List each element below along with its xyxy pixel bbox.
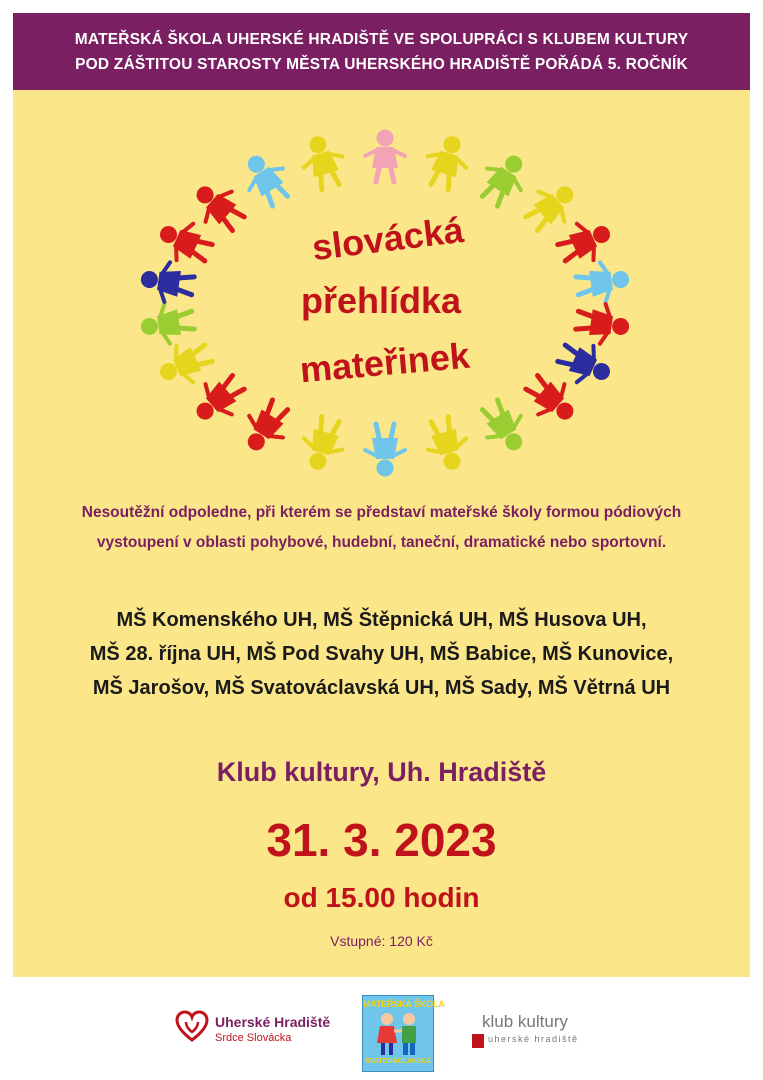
child-figure (186, 367, 251, 431)
schools-line-3: MŠ Jarošov, MŠ Svatováclavská UH, MŠ Sady, MŠ Větrná UH (92, 677, 671, 699)
description-line-2: vystoupení v oblasti pohybové, hudební, taneční, dramatické nebo sportovní. (96, 534, 667, 551)
child-figure (186, 175, 251, 239)
title-line-2: přehlídka (300, 280, 462, 321)
kk-square-icon (472, 1034, 484, 1048)
child-figure (365, 424, 405, 476)
banner-line-1: MATEŘSKÁ ŠKOLA UHERSKÉ HRADIŠTĚ VE SPOLUPRÁCI S KLUBEM KULTURY (74, 30, 689, 48)
title-line-3: mateřinek (298, 334, 472, 391)
schools-line-2: MŠ 28. října UH, MŠ Pod Svahy UH, MŠ Babice, MŠ Kunovice, (89, 643, 674, 665)
child-figure (297, 131, 350, 192)
title-line-1: slovácká (309, 208, 466, 269)
child-figure (139, 259, 196, 306)
child-figure (519, 367, 584, 431)
child-figure (365, 130, 405, 182)
child-figure (574, 259, 631, 306)
banner-line-2: POD ZÁŠTITOU STAROSTY MĚSTA UHERSKÉHO HRADIŠTĚ POŘÁDÁ 5. ROČNÍK (75, 55, 688, 73)
ms-logo-top: MATEŘSKÁ ŠKOLA (363, 999, 445, 1009)
heart-logo-icon (175, 1010, 209, 1044)
kk-logo-subtitle: uherské hradiště (488, 1034, 579, 1044)
child-figure (235, 394, 297, 459)
entry-fee: Vstupné: 120 Kč (330, 933, 433, 949)
event-description (13, 498, 750, 558)
children-ring-illustration (13, 123, 750, 483)
description-line-1: Nesoutěžní odpoledne, při kterém se představí mateřské školy formou pódiových (81, 504, 682, 521)
child-figure (420, 413, 473, 474)
child-figure (519, 175, 584, 239)
child-figure (235, 147, 297, 212)
event-venue: Klub kultury, Uh. Hradiště (216, 757, 547, 787)
klub-kultury-logo (470, 1012, 600, 1052)
uh-logo-name: Uherské Hradiště (215, 1014, 331, 1030)
ms-logo-bottom: SVATOVÁCLAVSKÁ (365, 1058, 431, 1065)
ms-svatovaclavska-logo (362, 995, 445, 1072)
child-figure (297, 413, 350, 474)
child-figure (473, 394, 535, 459)
child-figure (574, 300, 631, 347)
kids-logo-icon (363, 1009, 433, 1059)
poster (13, 13, 750, 977)
schools-list (13, 603, 750, 705)
header-banner (13, 13, 750, 90)
kk-logo-name: klub kultury (482, 1012, 568, 1031)
child-figure (420, 131, 473, 192)
uh-logo-subtitle: Srdce Slovácka (215, 1032, 292, 1044)
child-figure (473, 147, 535, 212)
uherske-hradiste-logo (175, 1010, 345, 1050)
event-time: od 15.00 hodin (283, 882, 480, 913)
event-date: 31. 3. 2023 (266, 814, 497, 866)
schools-line-1: MŠ Komenského UH, MŠ Štěpnická UH, MŠ Husova UH, (116, 609, 647, 631)
child-figure (139, 300, 196, 347)
